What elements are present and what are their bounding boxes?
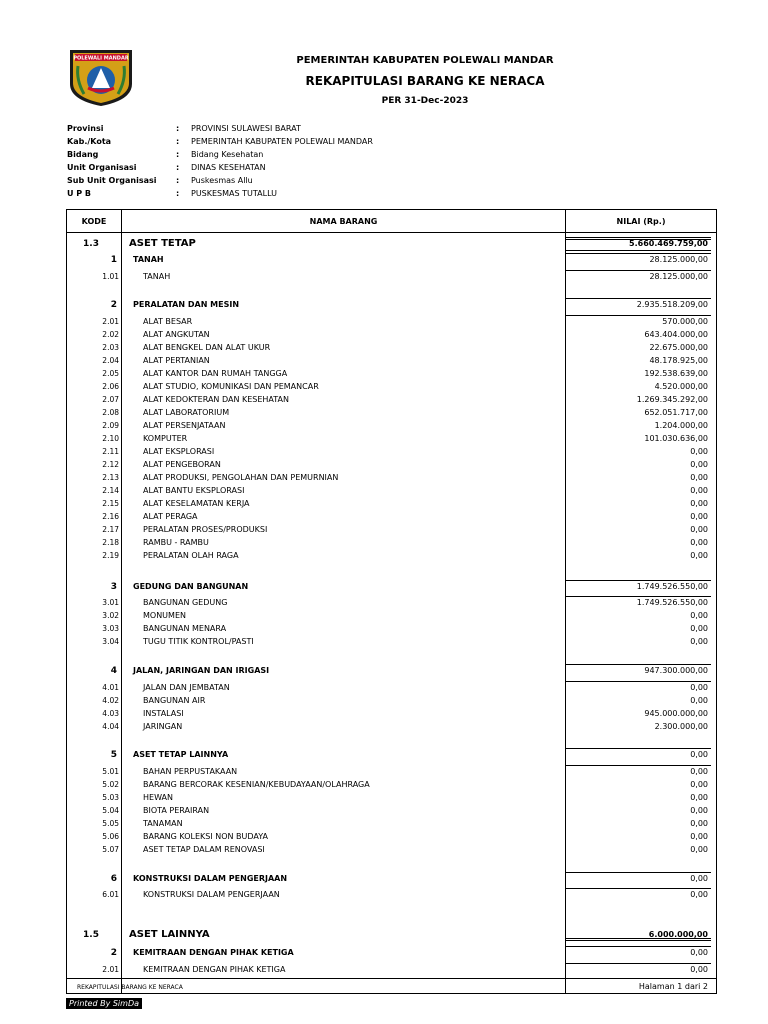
nilai-cell: 0,00 [690, 683, 708, 692]
kode-cell: 2.05 [102, 369, 119, 378]
kode-cell: 5.07 [102, 845, 119, 854]
kode-cell: 5.01 [102, 767, 119, 776]
nama-barang-cell: HEWAN [143, 793, 173, 802]
table-row [67, 484, 716, 497]
nama-barang-cell: ALAT PENGEBORAN [143, 460, 221, 469]
header-divider [67, 232, 716, 233]
nama-barang-cell: KONSTRUKSI DALAM PENGERJAAN [133, 874, 288, 883]
kode-cell: 2.09 [102, 421, 119, 430]
nilai-cell: 0,00 [690, 447, 708, 456]
nilai-cell: 0,00 [690, 832, 708, 841]
info-colon: : [176, 163, 180, 172]
footer-page-number: Halaman 1 dari 2 [638, 982, 708, 991]
kode-cell: 2.12 [102, 460, 119, 469]
nama-barang-cell: GEDUNG DAN BANGUNAN [133, 582, 249, 591]
kode-cell: 3.02 [102, 611, 119, 620]
category-row [67, 946, 716, 959]
table-row [67, 707, 716, 720]
table-row [67, 432, 716, 445]
table-row [67, 778, 716, 791]
nilai-cell: 1.749.526.550,00 [636, 598, 708, 607]
footer-report-name: REKAPITULASI BARANG KE NERACA [77, 984, 183, 991]
kode-cell: 2 [110, 300, 117, 310]
nilai-cell: 0,00 [690, 499, 708, 508]
info-label: U P B [67, 189, 92, 198]
nama-barang-cell: KONSTRUKSI DALAM PENGERJAAN [143, 890, 280, 899]
printed-by-stamp: Printed By SimDa [66, 998, 142, 1009]
nama-barang-cell: ASET TETAP LAINNYA [133, 750, 229, 759]
table-row [67, 804, 716, 817]
nilai-cell: 0,00 [690, 806, 708, 815]
nilai-cell: 2.935.518.209,00 [636, 300, 708, 309]
info-row-provinsi [67, 124, 467, 137]
nilai-cell: 0,00 [690, 473, 708, 482]
table-row [67, 380, 716, 393]
info-value: PUSKESMAS TUTALLU [191, 189, 277, 198]
nilai-cell: 652.051.717,00 [644, 408, 708, 417]
kode-cell: 4.04 [102, 722, 119, 731]
nama-barang-cell: PERALATAN PROSES/PRODUKSI [143, 525, 268, 534]
nama-barang-cell: ALAT KESELAMATAN KERJA [143, 499, 250, 508]
info-colon: : [176, 124, 180, 133]
info-colon: : [176, 137, 180, 146]
table-row [67, 341, 716, 354]
kode-cell: 3.03 [102, 624, 119, 633]
kode-cell: 4.03 [102, 709, 119, 718]
category-row [67, 580, 716, 593]
nilai-cell: 5.660.469.759,00 [629, 239, 708, 248]
table-row [67, 609, 716, 622]
nilai-cell: 570.000,00 [662, 317, 708, 326]
kode-cell: 6.01 [102, 890, 119, 899]
kode-cell: 2.03 [102, 343, 119, 352]
kode-cell: 5.03 [102, 793, 119, 802]
table-row [67, 622, 716, 635]
nilai-cell: 48.178.925,00 [649, 356, 708, 365]
kode-cell: 2.04 [102, 356, 119, 365]
table-row [67, 963, 716, 976]
table-row [67, 765, 716, 778]
nama-barang-cell: ALAT LABORATORIUM [143, 408, 230, 417]
info-colon: : [176, 189, 180, 198]
nama-barang-cell: BANGUNAN AIR [143, 696, 206, 705]
nilai-cell: 643.404.000,00 [644, 330, 708, 339]
table-row [67, 445, 716, 458]
nama-barang-cell: RAMBU - RAMBU [143, 538, 209, 547]
nama-barang-cell: PERALATAN DAN MESIN [133, 300, 240, 309]
kode-cell: 2.07 [102, 395, 119, 404]
nilai-cell: 0,00 [690, 525, 708, 534]
kode-cell: 2.17 [102, 525, 119, 534]
kode-cell: 2.01 [102, 317, 119, 326]
footer-divider [67, 978, 716, 979]
info-row-sub-unit [67, 176, 467, 189]
kode-cell: 2.19 [102, 551, 119, 560]
nama-barang-cell: JALAN, JARINGAN DAN IRIGASI [133, 666, 270, 675]
nilai-cell: 1.269.345.292,00 [636, 395, 708, 404]
info-label: Sub Unit Organisasi [67, 176, 157, 185]
info-value: Puskesmas Allu [191, 176, 253, 185]
nilai-cell: 0,00 [690, 780, 708, 789]
table-row [67, 315, 716, 328]
kode-cell: 2.08 [102, 408, 119, 417]
table-row [67, 523, 716, 536]
nilai-cell: 0,00 [690, 767, 708, 776]
nama-barang-cell: BAHAN PERPUSTAKAAN [143, 767, 238, 776]
kode-cell: 1.3 [83, 239, 99, 249]
kode-cell: 2.11 [102, 447, 119, 456]
nilai-cell: 2.300.000,00 [654, 722, 708, 731]
nama-barang-cell: BANGUNAN GEDUNG [143, 598, 228, 607]
kode-cell: 5.04 [102, 806, 119, 815]
kode-cell: 5 [110, 750, 117, 760]
table-row [67, 681, 716, 694]
info-colon: : [176, 176, 180, 185]
table-row [67, 419, 716, 432]
kode-cell: 4.02 [102, 696, 119, 705]
nilai-cell: 0,00 [690, 637, 708, 646]
kode-cell: 2.10 [102, 434, 119, 443]
nilai-cell: 0,00 [690, 551, 708, 560]
table-row [67, 497, 716, 510]
polewali-mandar-emblem [66, 48, 136, 108]
nama-barang-cell: ALAT KEDOKTERAN DAN KESEHATAN [143, 395, 289, 404]
info-label: Unit Organisasi [67, 163, 137, 172]
kode-cell: 2.02 [102, 330, 119, 339]
nilai-cell: 1.749.526.550,00 [636, 582, 708, 591]
nilai-cell: 0,00 [690, 460, 708, 469]
neraca-table [66, 209, 717, 994]
info-label: Kab./Kota [67, 137, 112, 146]
category-row [67, 872, 716, 885]
nilai-cell: 101.030.636,00 [644, 434, 708, 443]
nilai-cell: 192.538.639,00 [644, 369, 708, 378]
kode-cell: 5.05 [102, 819, 119, 828]
table-row [67, 635, 716, 648]
nama-barang-cell: BARANG KOLEKSI NON BUDAYA [143, 832, 268, 841]
nilai-cell: 28.125.000,00 [649, 255, 708, 264]
table-row [67, 536, 716, 549]
nama-barang-cell: BANGUNAN MENARA [143, 624, 227, 633]
nama-barang-cell: JALAN DAN JEMBATAN [143, 683, 230, 692]
category-row [67, 253, 716, 266]
government-title: PEMERINTAH KABUPATEN POLEWALI MANDAR [296, 55, 554, 66]
nama-barang-cell: JARINGAN [143, 722, 183, 731]
table-row [67, 328, 716, 341]
kode-cell: 1.01 [102, 272, 119, 281]
table-row [67, 270, 716, 283]
nilai-cell: 0,00 [690, 948, 708, 957]
kode-cell: 2.01 [102, 965, 119, 974]
info-colon: : [176, 150, 180, 159]
report-title: REKAPITULASI BARANG KE NERACA [305, 74, 545, 88]
nilai-cell: 945.000.000,00 [644, 709, 708, 718]
nama-barang-cell: ALAT ANGKUTAN [143, 330, 210, 339]
kode-cell: 2.16 [102, 512, 119, 521]
nama-barang-cell: ALAT PERSENJATAAN [143, 421, 226, 430]
table-row [67, 406, 716, 419]
info-row-bidang [67, 150, 467, 163]
table-row [67, 367, 716, 380]
info-value: PEMERINTAH KABUPATEN POLEWALI MANDAR [191, 137, 373, 146]
nama-barang-cell: PERALATAN OLAH RAGA [143, 551, 239, 560]
table-row [67, 596, 716, 609]
report-period: PER 31-Dec-2023 [381, 96, 469, 106]
kode-cell: 3.01 [102, 598, 119, 607]
header-nilai: NILAI (Rp.) [616, 217, 666, 226]
group-row [67, 237, 716, 250]
kode-cell: 5.06 [102, 832, 119, 841]
nilai-cell: 28.125.000,00 [649, 272, 708, 281]
kode-cell: 2.13 [102, 473, 119, 482]
nama-barang-cell: ALAT PERAGA [143, 512, 198, 521]
kode-cell: 2.15 [102, 499, 119, 508]
nilai-cell: 1.204.000,00 [654, 421, 708, 430]
kode-cell: 2.06 [102, 382, 119, 391]
category-row [67, 664, 716, 677]
nilai-cell: 0,00 [690, 874, 708, 883]
nama-barang-cell: ALAT STUDIO, KOMUNIKASI DAN PEMANCAR [143, 382, 319, 391]
nama-barang-cell: TANAH [143, 272, 171, 281]
nama-barang-cell: KOMPUTER [143, 434, 188, 443]
table-row [67, 791, 716, 804]
info-value: Bidang Kesehatan [191, 150, 264, 159]
table-row [67, 510, 716, 523]
nama-barang-cell: KEMITRAAN DENGAN PIHAK KETIGA [133, 948, 294, 957]
nama-barang-cell: ALAT BESAR [143, 317, 193, 326]
kode-cell: 2.18 [102, 538, 119, 547]
header-nama-barang: NAMA BARANG [309, 217, 378, 226]
table-row [67, 888, 716, 901]
kode-cell: 3.04 [102, 637, 119, 646]
nilai-cell: 22.675.000,00 [649, 343, 708, 352]
table-row [67, 458, 716, 471]
info-label: Bidang [67, 150, 99, 159]
nama-barang-cell: KEMITRAAN DENGAN PIHAK KETIGA [143, 965, 286, 974]
info-label: Provinsi [67, 124, 104, 133]
info-row-upb [67, 189, 467, 202]
info-value: PROVINSI SULAWESI BARAT [191, 124, 301, 133]
table-row [67, 471, 716, 484]
kode-cell: 4.01 [102, 683, 119, 692]
nilai-cell: 0,00 [690, 845, 708, 854]
table-row [67, 549, 716, 562]
nama-barang-cell: ALAT BANTU EKSPLORASI [143, 486, 245, 495]
nilai-cell: 0,00 [690, 793, 708, 802]
table-row [67, 830, 716, 843]
table-row [67, 694, 716, 707]
table-row [67, 817, 716, 830]
nama-barang-cell: TANAH [133, 255, 164, 264]
table-row [67, 393, 716, 406]
nilai-cell: 947.300.000,00 [644, 666, 708, 675]
category-row [67, 298, 716, 311]
nama-barang-cell: ASET TETAP DALAM RENOVASI [143, 845, 265, 854]
category-row [67, 748, 716, 761]
group-row [67, 928, 716, 941]
info-row-kabkota [67, 137, 467, 150]
nama-barang-cell: INSTALASI [143, 709, 184, 718]
kode-cell: 2.14 [102, 486, 119, 495]
table-row [67, 843, 716, 856]
kode-cell: 4 [110, 666, 117, 676]
nilai-cell: 0,00 [690, 512, 708, 521]
nilai-cell: 0,00 [690, 696, 708, 705]
info-value: DINAS KESEHATAN [191, 163, 266, 172]
nama-barang-cell: ALAT EKSPLORASI [143, 447, 215, 456]
nama-barang-cell: ALAT KANTOR DAN RUMAH TANGGA [143, 369, 288, 378]
nilai-cell: 0,00 [690, 819, 708, 828]
nilai-cell: 0,00 [690, 750, 708, 759]
nama-barang-cell: ASET TETAP [129, 238, 196, 249]
nama-barang-cell: BIOTA PERAIRAN [143, 806, 210, 815]
info-row-unit-organisasi [67, 163, 467, 176]
nilai-cell: 0,00 [690, 965, 708, 974]
kode-cell: 2 [110, 948, 117, 958]
nama-barang-cell: ALAT PERTANIAN [143, 356, 210, 365]
nilai-cell: 0,00 [690, 538, 708, 547]
table-row [67, 354, 716, 367]
nilai-cell: 0,00 [690, 611, 708, 620]
kode-cell: 1 [110, 255, 117, 265]
nilai-cell: 6.000.000,00 [648, 930, 708, 939]
kode-cell: 5.02 [102, 780, 119, 789]
nama-barang-cell: ASET LAINNYA [129, 929, 210, 940]
logo-text: POLEWALI MANDAR [73, 55, 129, 62]
nama-barang-cell: MONUMEN [143, 611, 186, 620]
kode-cell: 6 [110, 874, 117, 884]
nilai-cell: 0,00 [690, 890, 708, 899]
kode-cell: 3 [110, 582, 117, 592]
header-kode: KODE [81, 217, 107, 226]
nilai-cell: 4.520.000,00 [654, 382, 708, 391]
nama-barang-cell: ALAT PRODUKSI, PENGOLAHAN DAN PEMURNIAN [143, 473, 339, 482]
nama-barang-cell: ALAT BENGKEL DAN ALAT UKUR [143, 343, 271, 352]
nilai-cell: 0,00 [690, 624, 708, 633]
nama-barang-cell: TUGU TITIK KONTROL/PASTI [143, 637, 254, 646]
kode-cell: 1.5 [83, 930, 99, 940]
nama-barang-cell: BARANG BERCORAK KESENIAN/KEBUDAYAAN/OLAHRAGA [143, 780, 370, 789]
nilai-cell: 0,00 [690, 486, 708, 495]
nama-barang-cell: TANAMAN [143, 819, 183, 828]
table-row [67, 720, 716, 733]
